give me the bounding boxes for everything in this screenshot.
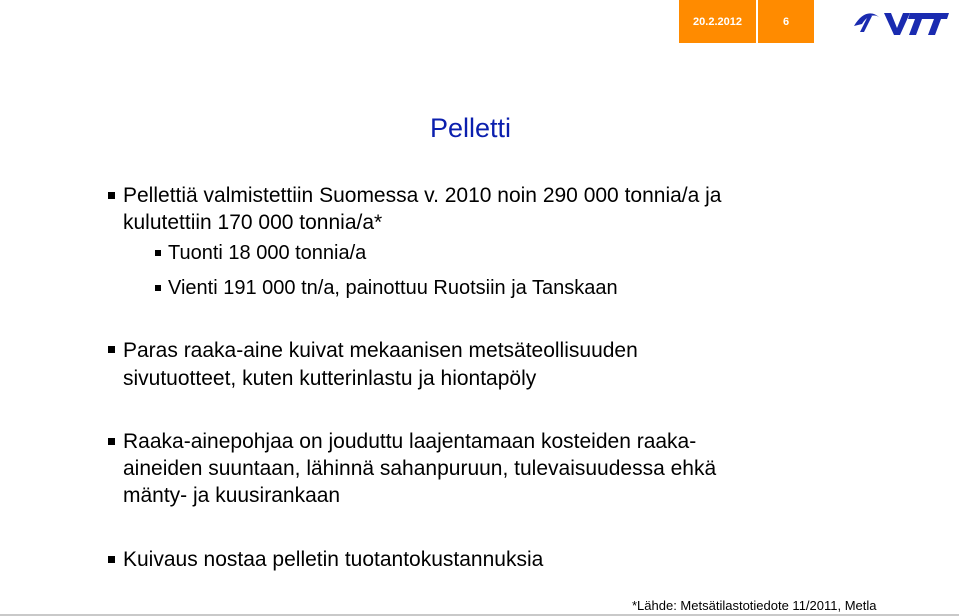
date-badge (679, 0, 756, 43)
bullet-square-icon (108, 192, 115, 199)
bullet-2-line-2: sivutuotteet, kuten kutterinlastu ja hiontapöly (123, 367, 537, 390)
page-number-badge (758, 0, 814, 43)
bullet-square-icon (108, 556, 115, 563)
bullet-3-line-3: mänty- ja kuusirankaan (123, 484, 341, 507)
bullet-square-icon (108, 438, 115, 445)
vtt-logo (850, 4, 950, 40)
bullet-1-line-2: kulutettiin 170 000 tonnia/a* (123, 211, 383, 234)
source-footnote: *Lähde: Metsätilastotiedote 11/2011, Metla (632, 598, 877, 613)
vtt-logo-v-icon (884, 13, 910, 35)
bullet-2-line-1: Paras raaka-aine kuivat mekaanisen metsäteollisuuden (123, 339, 638, 362)
bullet-1-line-1: Pellettiä valmistettiin Suomessa v. 2010 noin 290 000 tonnia/a ja (123, 184, 722, 207)
slide-header (0, 0, 959, 43)
sub-bullet-2: Vienti 191 000 tn/a, painottuu Ruotsiin ja Tanskaan (168, 277, 618, 299)
bullet-4-line-1: Kuivaus nostaa pelletin tuotantokustannuksia (123, 548, 544, 571)
slide-title: Pelletti (430, 113, 512, 143)
sub-bullet-1: Tuonti 18 000 tonnia/a (168, 242, 367, 264)
bullet-3-line-1: Raaka-ainepohjaa on jouduttu laajentamaan kosteiden raaka- (123, 430, 697, 453)
bullet-square-icon (108, 346, 115, 353)
sub-bullet-square-icon (155, 250, 161, 256)
slide-date: 20.2.2012 (693, 15, 742, 28)
vtt-logo-t2-icon (927, 13, 949, 35)
bullet-3-line-2: aineiden suuntaan, lähinnä sahanpuruun, tulevaisuudessa ehkä (123, 457, 717, 480)
vtt-logo-t1-icon (908, 13, 930, 35)
sub-bullet-square-icon (155, 285, 161, 291)
slide-page-number: 6 (782, 15, 790, 28)
